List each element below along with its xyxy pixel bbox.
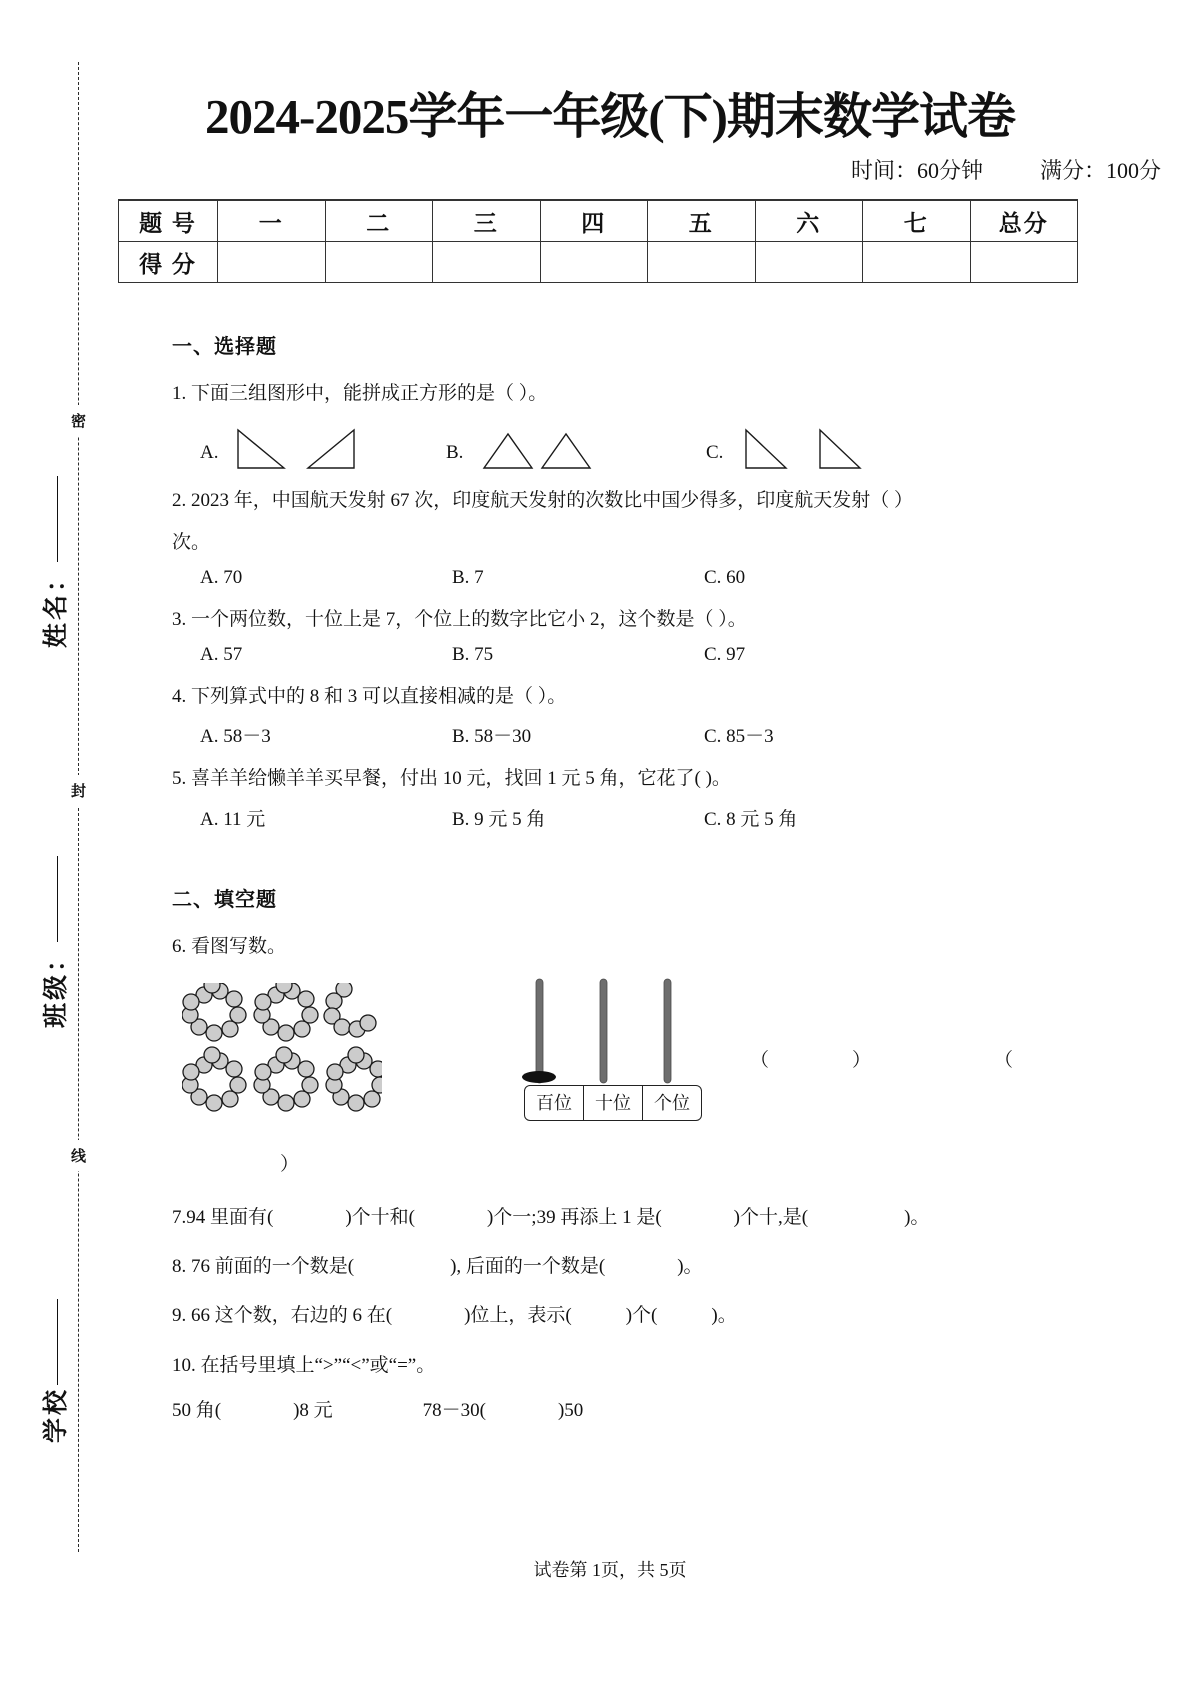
q1-shape-right-triangles-c (740, 424, 880, 472)
score-cell-3[interactable] (433, 242, 541, 283)
score-col-3: 三 (433, 200, 541, 242)
question-1-text: 1. 下面三组图形中，能拼成正方形的是（ ）。 (172, 383, 548, 404)
field-class (36, 888, 72, 1028)
question-9-text (172, 1299, 1132, 1332)
question-5-text: 5. 喜羊羊给懒羊羊买早餐，付出 10 元，找回 1 元 5 角，它花了( )。 (172, 768, 731, 790)
q4-option-b[interactable]: B. 58－30 (452, 726, 532, 748)
binding-margin (0, 0, 110, 1684)
q8-part-2: ), 后面的一个数是( (450, 1256, 606, 1277)
abacus-bead (522, 1071, 556, 1083)
q1-shape-up-triangles-b (480, 424, 610, 472)
q5-option-a[interactable]: A. 11 元 (200, 808, 266, 830)
q3-option-c[interactable]: C. 97 (704, 644, 746, 665)
q1-option-a-label[interactable]: A. (200, 442, 219, 464)
question-10-text: 10. 在括号里填上“>”“<”或“=”。 (172, 1354, 436, 1376)
q7-part-1: 7.94 里面有( (172, 1206, 274, 1228)
score-table-value-row (119, 242, 1078, 283)
q6-answer-paren-close-2[interactable]: ） (280, 1153, 300, 1175)
exam-total-score: 满分：100分 (1039, 158, 1161, 183)
q10-item-2-right: )50 (557, 1399, 584, 1421)
score-col-4: 四 (540, 200, 648, 242)
abacus-rods-diagram (522, 973, 712, 1093)
question-10-compare-row (172, 1394, 1132, 1427)
place-value-box (524, 1085, 702, 1121)
score-cell-5[interactable] (648, 242, 756, 283)
seal-dashed-line (78, 62, 79, 1552)
q7-part-3: )个一;39 再添上 1 是( (486, 1206, 662, 1228)
q6-answer-paren-close-1[interactable]: ） (852, 1049, 872, 1071)
q8-part-1: 8. 76 前面的一个数是( (172, 1256, 355, 1277)
q7-part-4: )个十,是( (733, 1206, 809, 1228)
score-col-7: 七 (863, 200, 971, 242)
field-name-label: 姓名： (43, 563, 70, 648)
field-school-rule (57, 1299, 58, 1385)
score-cell-4[interactable] (540, 242, 648, 283)
score-cell-1[interactable] (218, 242, 326, 283)
question-4-text: 4. 下列算式中的 8 和 3 可以直接相减的是（ ）。 (172, 686, 567, 707)
section-heading-2: 二、填空题 (172, 888, 277, 911)
q1-shape-right-triangles-a (234, 424, 374, 472)
q4-option-c[interactable]: C. 85－3 (704, 726, 774, 748)
q4-option-a[interactable]: A. 58－3 (200, 726, 271, 748)
question-5-options (200, 804, 1132, 831)
place-value-hundreds: 百位 (525, 1086, 584, 1120)
q9-part-4: )。 (711, 1305, 737, 1327)
field-school (36, 1303, 72, 1443)
seal-mark-feng: 封 (62, 775, 96, 806)
score-table-row-label-score: 得 分 (119, 242, 218, 283)
bead-rings-diagram (182, 983, 382, 1113)
q9-part-1: 9. 66 这个数，右边的 6 在( (172, 1305, 393, 1327)
q6-answer-paren-open-2[interactable]: （ (994, 1049, 1014, 1071)
score-cell-7[interactable] (863, 242, 971, 283)
section-heading-1: 一、选择题 (172, 336, 277, 358)
q7-part-2: )个十和( (345, 1206, 415, 1228)
q10-item-1-left: 50 角( (172, 1399, 222, 1421)
exam-meta (851, 154, 1161, 185)
score-col-total: 总分 (970, 200, 1078, 242)
field-school-label: 学校 (43, 1386, 70, 1443)
q2-option-a[interactable]: A. 70 (200, 566, 243, 588)
seal-mark-mi: 密 (62, 405, 96, 436)
page-title: 2024-2025学年一年级(下)期末数学试卷 (205, 89, 1015, 144)
seal-mark-xian: 线 (62, 1140, 96, 1171)
q2-option-b[interactable]: B. 7 (452, 566, 484, 588)
q3-option-b[interactable]: B. 75 (452, 644, 494, 665)
question-2-text-cont: 次。 (172, 531, 211, 553)
score-table-row-label-number: 题 号 (119, 200, 218, 242)
place-value-ones: 个位 (654, 1092, 690, 1113)
question-8-text (172, 1250, 1132, 1283)
question-4-options (200, 721, 1132, 748)
question-6-figure (172, 973, 1132, 1183)
q2-option-c[interactable]: C. 60 (704, 566, 746, 588)
score-cell-6[interactable] (755, 242, 863, 283)
question-3-text: 3. 一个两位数，十位上是 7，个位上的数字比它小 2，这个数是（ ）。 (172, 608, 747, 630)
question-content (172, 330, 1132, 1435)
q5-option-b[interactable]: B. 9 元 5 角 (452, 808, 546, 830)
q9-part-3: )个( (625, 1305, 658, 1327)
exam-duration: 时间：60分钟 (850, 158, 983, 183)
score-col-6: 六 (755, 200, 863, 242)
question-7-text (172, 1201, 1132, 1234)
q6-answer-paren-open-1[interactable]: （ (750, 1049, 770, 1071)
q3-option-a[interactable]: A. 57 (200, 644, 243, 665)
question-3-options (200, 644, 1132, 666)
exam-page (110, 0, 1191, 1684)
q10-item-2-left: 78－30( (422, 1399, 486, 1421)
score-cell-2[interactable] (325, 242, 433, 283)
score-col-2: 二 (325, 200, 433, 242)
field-class-label: 班级： (43, 943, 70, 1028)
score-cell-total[interactable] (970, 242, 1078, 283)
q1-option-c-label[interactable]: C. (706, 442, 724, 464)
question-1-shape-options (200, 418, 1132, 472)
field-class-rule (57, 856, 58, 942)
field-name-rule (57, 476, 58, 562)
field-name (36, 508, 72, 648)
question-2-options (200, 567, 1132, 589)
score-col-5: 五 (648, 200, 756, 242)
page-footer: 试卷第 1页，共 5页 (533, 1560, 687, 1580)
score-col-1: 一 (218, 200, 326, 242)
score-table-header-row (119, 200, 1078, 242)
q5-option-c[interactable]: C. 8 元 5 角 (704, 808, 798, 830)
q9-part-2: )位上，表示( (464, 1305, 572, 1327)
question-2-text: 2. 2023 年，中国航天发射 67 次，印度航天发射的次数比中国少得多，印度航天发射（ ） (172, 490, 914, 512)
place-value-tens: 十位 (584, 1086, 643, 1120)
q1-option-b-label[interactable]: B. (446, 442, 464, 464)
score-table (118, 199, 1078, 283)
q10-item-1-right: )8 元 (293, 1399, 333, 1421)
question-6-text: 6. 看图写数。 (172, 935, 287, 957)
q8-part-3: )。 (677, 1256, 703, 1277)
q7-part-5: )。 (904, 1206, 930, 1228)
